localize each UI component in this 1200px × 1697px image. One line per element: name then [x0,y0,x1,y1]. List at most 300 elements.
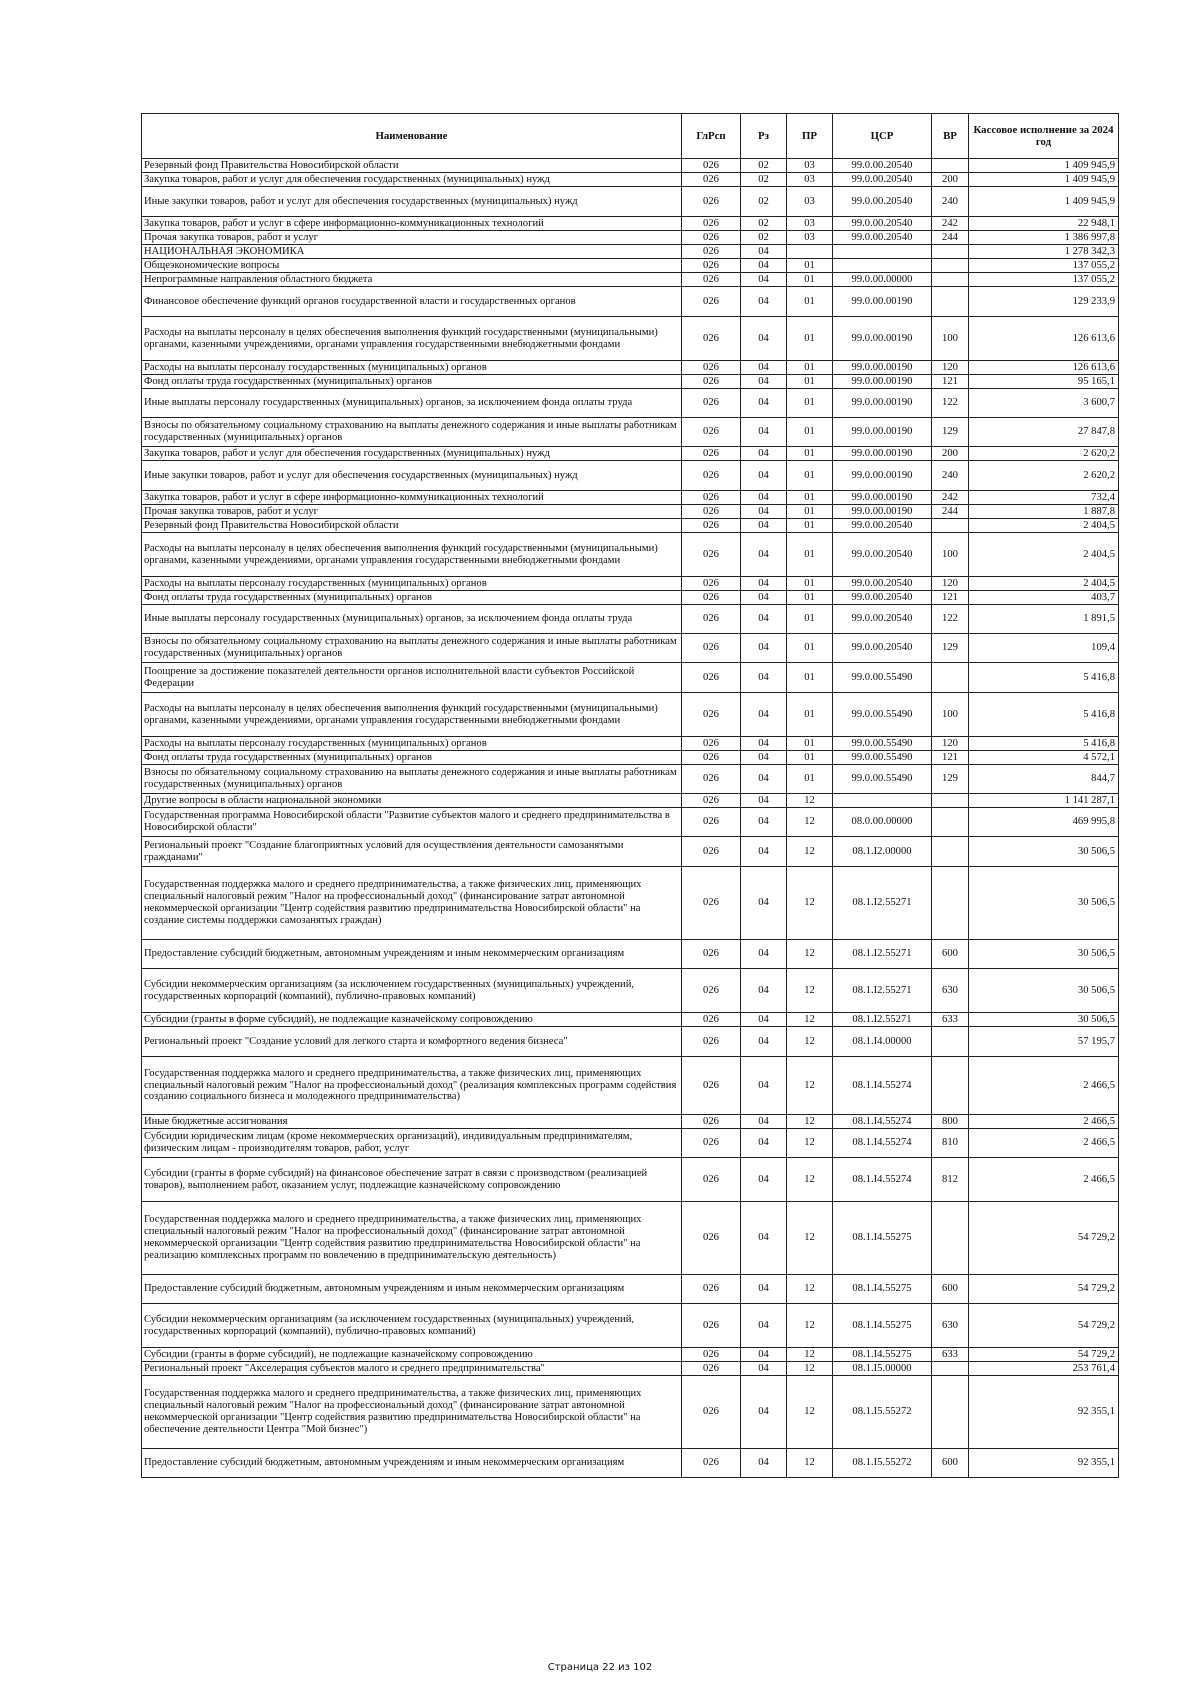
row-csr: 99.0.00.20540 [833,577,932,591]
row-vr: 120 [932,577,969,591]
row-rz: 04 [741,1202,787,1275]
row-pr: 01 [787,634,833,663]
row-name: Взносы по обязательному социальному страхованию на выплаты денежного содержания и иные выплаты работникам государственных (муниципальных) органов [142,634,682,663]
row-rz: 04 [741,1304,787,1348]
row-glrsp: 026 [682,418,741,447]
row-csr: 08.1.I2.55271 [833,940,932,969]
row-glrsp: 026 [682,737,741,751]
row-rz: 04 [741,1158,787,1202]
row-vr: 129 [932,765,969,794]
row-sum: 5 416,8 [969,737,1119,751]
row-pr: 12 [787,1449,833,1478]
row-csr: 99.0.00.00190 [833,505,932,519]
table-row [142,273,1119,287]
row-rz: 04 [741,969,787,1013]
row-vr: 633 [932,1348,969,1362]
row-glrsp: 026 [682,1158,741,1202]
header-row [142,114,1119,159]
row-rz: 04 [741,1275,787,1304]
row-glrsp: 026 [682,1376,741,1449]
row-vr: 100 [932,317,969,361]
row-pr: 01 [787,259,833,273]
row-csr: 08.1.I2.00000 [833,837,932,867]
row-vr: 630 [932,969,969,1013]
row-vr: 244 [932,505,969,519]
row-pr: 12 [787,1348,833,1362]
row-pr: 01 [787,447,833,461]
row-csr: 99.0.00.20540 [833,187,932,217]
header-sum: Кассовое исполнение за 2024 год [969,114,1119,159]
row-sum: 1 409 945,9 [969,173,1119,187]
row-name: Закупка товаров, работ и услуг в сфере информационно-коммуникационных технологий [142,217,682,231]
row-csr: 08.1.I4.55274 [833,1158,932,1202]
table-row [142,389,1119,418]
table-row [142,533,1119,577]
row-vr: 600 [932,1449,969,1478]
row-pr: 01 [787,389,833,418]
row-rz: 04 [741,751,787,765]
row-rz: 04 [741,389,787,418]
row-rz: 02 [741,159,787,173]
row-rz: 04 [741,867,787,940]
row-glrsp: 026 [682,808,741,837]
row-sum: 1 278 342,3 [969,245,1119,259]
row-rz: 04 [741,765,787,794]
row-glrsp: 026 [682,765,741,794]
row-sum: 126 613,6 [969,317,1119,361]
row-vr: 633 [932,1013,969,1027]
row-name: Фонд оплаты труда государственных (муниципальных) органов [142,591,682,605]
row-sum: 54 729,2 [969,1348,1119,1362]
row-glrsp: 026 [682,794,741,808]
table-row [142,969,1119,1013]
row-pr: 03 [787,187,833,217]
row-csr: 08.1.I5.00000 [833,1362,932,1376]
row-csr: 99.0.00.55490 [833,737,932,751]
row-glrsp: 026 [682,505,741,519]
header-pr: ПР [787,114,833,159]
row-glrsp: 026 [682,173,741,187]
row-csr: 08.1.I4.55275 [833,1202,932,1275]
row-glrsp: 026 [682,969,741,1013]
row-vr: 121 [932,751,969,765]
row-name: Государственная поддержка малого и среднего предпринимательства, а также физических лиц, применяющих специальный налоговый режим "Налог на профессиональный доход" (финансирование затрат автономной некоммерческой организации "Центр содействия развитию предпринимательства Новосибирской области" на обеспечение деятельности Центра "Мой бизнес") [142,1376,682,1449]
row-name: Резервный фонд Правительства Новосибирской области [142,159,682,173]
row-sum: 253 761,4 [969,1362,1119,1376]
table-row [142,1115,1119,1129]
row-sum: 5 416,8 [969,693,1119,737]
row-sum: 126 613,6 [969,361,1119,375]
table-row [142,693,1119,737]
row-csr: 99.0.00.55490 [833,765,932,794]
row-vr [932,1376,969,1449]
row-sum: 30 506,5 [969,1013,1119,1027]
row-glrsp: 026 [682,461,741,491]
row-pr [787,245,833,259]
row-sum: 1 141 287,1 [969,794,1119,808]
table-row [142,1275,1119,1304]
row-pr: 03 [787,231,833,245]
row-rz: 04 [741,317,787,361]
table-row [142,765,1119,794]
row-pr: 01 [787,361,833,375]
row-name: Региональный проект "Создание благоприятных условий для осуществления деятельности самозанятыми гражданами" [142,837,682,867]
header-glrsp: ГлРсп [682,114,741,159]
row-sum: 137 055,2 [969,259,1119,273]
row-name: Субсидии некоммерческим организациям (за исключением государственных (муниципальных) учреждений, государственных корпораций (компаний), публично-правовых компаний) [142,1304,682,1348]
row-rz: 04 [741,245,787,259]
row-pr: 03 [787,217,833,231]
row-glrsp: 026 [682,1449,741,1478]
row-pr: 03 [787,159,833,173]
row-sum: 27 847,8 [969,418,1119,447]
row-vr: 800 [932,1115,969,1129]
row-rz: 04 [741,491,787,505]
row-name: Расходы на выплаты персоналу в целях обеспечения выполнения функций государственными (муниципальными) органами, казенными учреждениями, органами управления государственными внебюджетными фондами [142,317,682,361]
table-row [142,231,1119,245]
row-pr: 12 [787,1115,833,1129]
row-csr: 08.1.I5.55272 [833,1376,932,1449]
table-row [142,577,1119,591]
row-pr: 12 [787,969,833,1013]
row-rz: 04 [741,737,787,751]
table-row [142,737,1119,751]
row-sum: 95 165,1 [969,375,1119,389]
row-rz: 04 [741,418,787,447]
header-rz: Рз [741,114,787,159]
row-vr [932,159,969,173]
row-vr: 242 [932,491,969,505]
row-pr: 12 [787,794,833,808]
row-vr: 122 [932,605,969,634]
row-sum: 1 409 945,9 [969,159,1119,173]
table-row [142,1449,1119,1478]
row-rz: 04 [741,1115,787,1129]
row-rz: 04 [741,505,787,519]
row-pr: 12 [787,940,833,969]
row-sum: 30 506,5 [969,837,1119,867]
row-csr [833,245,932,259]
row-csr: 08.1.I4.55274 [833,1057,932,1115]
row-sum: 30 506,5 [969,969,1119,1013]
page-label: Страница [547,1662,600,1673]
row-sum: 137 055,2 [969,273,1119,287]
row-pr: 01 [787,317,833,361]
row-sum: 2 404,5 [969,577,1119,591]
row-vr: 600 [932,940,969,969]
table-row [142,1304,1119,1348]
row-vr: 100 [932,693,969,737]
table-row [142,751,1119,765]
row-pr: 01 [787,461,833,491]
row-sum: 30 506,5 [969,867,1119,940]
row-csr: 99.0.00.55490 [833,751,932,765]
row-rz: 04 [741,1362,787,1376]
row-vr [932,287,969,317]
row-sum: 2 404,5 [969,519,1119,533]
row-glrsp: 026 [682,533,741,577]
row-csr: 99.0.00.20540 [833,159,932,173]
row-glrsp: 026 [682,663,741,693]
row-sum: 2 620,2 [969,461,1119,491]
row-sum: 57 195,7 [969,1027,1119,1057]
row-csr: 99.0.00.00190 [833,491,932,505]
row-glrsp: 026 [682,273,741,287]
table-row [142,173,1119,187]
row-sum: 129 233,9 [969,287,1119,317]
table-body [142,159,1119,1478]
row-rz: 02 [741,173,787,187]
row-rz: 04 [741,808,787,837]
row-rz: 04 [741,634,787,663]
row-vr: 244 [932,231,969,245]
row-vr [932,808,969,837]
row-csr [833,794,932,808]
row-pr: 01 [787,418,833,447]
row-glrsp: 026 [682,867,741,940]
table-row [142,361,1119,375]
row-vr: 242 [932,217,969,231]
row-rz: 04 [741,1376,787,1449]
row-name: Фонд оплаты труда государственных (муниципальных) органов [142,375,682,389]
table-row [142,634,1119,663]
row-name: Государственная поддержка малого и среднего предпринимательства, а также физических лиц, применяющих специальный налоговый режим "Налог на профессиональный доход" (финансирование затрат автономной некоммерческой организации "Центр содействия развитию предпринимательства Новосибирской области" на реализацию комплексных программ по вовлечению в предпринимательскую деятельность) [142,1202,682,1275]
row-glrsp: 026 [682,361,741,375]
row-sum: 2 466,5 [969,1115,1119,1129]
row-vr [932,837,969,867]
row-vr [932,245,969,259]
row-pr: 01 [787,533,833,577]
header-vr: ВР [932,114,969,159]
row-glrsp: 026 [682,217,741,231]
row-glrsp: 026 [682,577,741,591]
row-glrsp: 026 [682,259,741,273]
row-sum: 469 995,8 [969,808,1119,837]
row-name: Иные бюджетные ассигнования [142,1115,682,1129]
row-vr: 121 [932,375,969,389]
row-pr: 01 [787,693,833,737]
row-pr: 01 [787,287,833,317]
row-name: Иные выплаты персоналу государственных (муниципальных) органов, за исключением фонда оплаты труда [142,389,682,418]
row-sum: 3 600,7 [969,389,1119,418]
row-vr [932,259,969,273]
table-row [142,187,1119,217]
row-rz: 04 [741,1057,787,1115]
row-rz: 04 [741,519,787,533]
row-pr: 12 [787,1304,833,1348]
row-name: Другие вопросы в области национальной экономики [142,794,682,808]
row-vr [932,663,969,693]
row-glrsp: 026 [682,187,741,217]
row-name: Иные выплаты персоналу государственных (муниципальных) органов, за исключением фонда оплаты труда [142,605,682,634]
row-name: Расходы на выплаты персоналу в целях обеспечения выполнения функций государственными (муниципальными) органами, казенными учреждениями, органами управления государственными внебюджетными фондами [142,693,682,737]
row-sum: 30 506,5 [969,940,1119,969]
row-rz: 04 [741,1348,787,1362]
row-pr: 01 [787,273,833,287]
row-glrsp: 026 [682,1362,741,1376]
row-pr: 01 [787,491,833,505]
row-rz: 04 [741,837,787,867]
row-name: Расходы на выплаты персоналу государственных (муниципальных) органов [142,737,682,751]
row-name: Фонд оплаты труда государственных (муниципальных) органов [142,751,682,765]
row-name: Взносы по обязательному социальному страхованию на выплаты денежного содержания и иные выплаты работникам государственных (муниципальных) органов [142,418,682,447]
row-glrsp: 026 [682,1115,741,1129]
table-row [142,605,1119,634]
row-vr [932,1057,969,1115]
row-vr: 600 [932,1275,969,1304]
table-row [142,317,1119,361]
row-rz: 04 [741,693,787,737]
page-footer [0,1662,1200,1673]
row-name: НАЦИОНАЛЬНАЯ ЭКОНОМИКА [142,245,682,259]
row-name: Региональный проект "Акселерация субъектов малого и среднего предпринимательства" [142,1362,682,1376]
row-csr: 99.0.00.20540 [833,605,932,634]
row-name: Закупка товаров, работ и услуг в сфере информационно-коммуникационных технологий [142,491,682,505]
row-csr: 99.0.00.20540 [833,173,932,187]
table-row [142,1348,1119,1362]
row-rz: 04 [741,259,787,273]
row-rz: 04 [741,361,787,375]
row-csr: 08.1.I4.00000 [833,1027,932,1057]
row-csr: 99.0.00.20540 [833,634,932,663]
row-csr: 08.1.I4.55274 [833,1115,932,1129]
row-pr: 12 [787,1362,833,1376]
row-sum: 92 355,1 [969,1449,1119,1478]
row-rz: 04 [741,794,787,808]
row-name: Закупка товаров, работ и услуг для обеспечения государственных (муниципальных) нужд [142,173,682,187]
row-csr: 99.0.00.00000 [833,273,932,287]
table-row [142,808,1119,837]
row-vr: 129 [932,418,969,447]
row-glrsp: 026 [682,375,741,389]
row-vr [932,273,969,287]
row-sum: 732,4 [969,491,1119,505]
table-row [142,461,1119,491]
row-glrsp: 026 [682,447,741,461]
row-vr [932,519,969,533]
row-csr: 08.0.00.00000 [833,808,932,837]
table-row [142,491,1119,505]
row-pr: 12 [787,867,833,940]
row-name: Субсидии (гранты в форме субсидий) на финансовое обеспечение затрат в связи с производством (реализацией товаров), выполнением работ, оказанием услуг, подлежащие казначейскому сопровождению [142,1158,682,1202]
row-sum: 54 729,2 [969,1275,1119,1304]
page-total: 102 [633,1662,653,1673]
row-name: Финансовое обеспечение функций органов государственной власти и государственных органов [142,287,682,317]
budget-execution-table [141,113,1119,1478]
row-sum: 2 404,5 [969,533,1119,577]
row-vr [932,1202,969,1275]
row-glrsp: 026 [682,245,741,259]
table-row [142,1376,1119,1449]
row-name: Общеэкономические вопросы [142,259,682,273]
row-csr: 99.0.00.00190 [833,418,932,447]
table-row [142,375,1119,389]
row-rz: 02 [741,231,787,245]
row-csr: 99.0.00.20540 [833,217,932,231]
row-csr: 99.0.00.55490 [833,693,932,737]
table-row [142,1362,1119,1376]
row-csr: 08.1.I4.55274 [833,1129,932,1158]
row-rz: 04 [741,1027,787,1057]
table-row [142,794,1119,808]
row-rz: 04 [741,287,787,317]
table-row [142,505,1119,519]
table-row [142,159,1119,173]
row-rz: 04 [741,375,787,389]
row-pr: 01 [787,577,833,591]
row-glrsp: 026 [682,634,741,663]
row-name: Непрограммные направления областного бюджета [142,273,682,287]
row-csr: 08.1.I2.55271 [833,867,932,940]
header-name: Наименование [142,114,682,159]
row-glrsp: 026 [682,1348,741,1362]
row-sum: 844,7 [969,765,1119,794]
row-glrsp: 026 [682,1202,741,1275]
row-csr: 99.0.00.00190 [833,461,932,491]
row-pr: 01 [787,505,833,519]
row-vr: 812 [932,1158,969,1202]
row-glrsp: 026 [682,1013,741,1027]
table-row [142,591,1119,605]
row-glrsp: 026 [682,1275,741,1304]
row-pr: 03 [787,173,833,187]
row-pr: 01 [787,519,833,533]
row-sum: 2 620,2 [969,447,1119,461]
row-pr: 12 [787,1129,833,1158]
table-row [142,1129,1119,1158]
row-csr: 08.1.I5.55272 [833,1449,932,1478]
table-row [142,867,1119,940]
row-name: Предоставление субсидий бюджетным, автономным учреждениям и иным некоммерческим организациям [142,1449,682,1478]
row-glrsp: 026 [682,837,741,867]
table-row [142,940,1119,969]
row-csr: 08.1.I4.55275 [833,1348,932,1362]
row-pr: 12 [787,1202,833,1275]
row-vr: 100 [932,533,969,577]
row-csr [833,259,932,273]
row-name: Расходы на выплаты персоналу государственных (муниципальных) органов [142,361,682,375]
table-row [142,447,1119,461]
row-vr: 630 [932,1304,969,1348]
row-sum: 54 729,2 [969,1304,1119,1348]
row-name: Поощрение за достижение показателей деятельности органов исполнительной власти субъектов Российской Федерации [142,663,682,693]
row-pr: 01 [787,765,833,794]
row-name: Предоставление субсидий бюджетным, автономным учреждениям и иным некоммерческим организациям [142,940,682,969]
row-pr: 01 [787,375,833,389]
row-csr: 99.0.00.00190 [833,447,932,461]
row-rz: 04 [741,940,787,969]
row-glrsp: 026 [682,317,741,361]
row-glrsp: 026 [682,159,741,173]
row-name: Предоставление субсидий бюджетным, автономным учреждениям и иным некоммерческим организациям [142,1275,682,1304]
row-sum: 1 887,8 [969,505,1119,519]
row-csr: 08.1.I4.55275 [833,1304,932,1348]
row-pr: 12 [787,1158,833,1202]
table-row [142,217,1119,231]
row-vr: 120 [932,361,969,375]
row-vr: 200 [932,173,969,187]
row-glrsp: 026 [682,940,741,969]
row-pr: 01 [787,605,833,634]
row-rz: 04 [741,273,787,287]
row-csr: 99.0.00.00190 [833,317,932,361]
row-name: Расходы на выплаты персоналу в целях обеспечения выполнения функций государственными (муниципальными) органами, казенными учреждениями, органами управления государственными внебюджетными фондами [142,533,682,577]
row-name: Субсидии (гранты в форме субсидий), не подлежащие казначейскому сопровождению [142,1348,682,1362]
row-csr: 99.0.00.20540 [833,519,932,533]
header-csr: ЦСР [833,114,932,159]
table-row [142,1013,1119,1027]
row-csr: 08.1.I4.55275 [833,1275,932,1304]
